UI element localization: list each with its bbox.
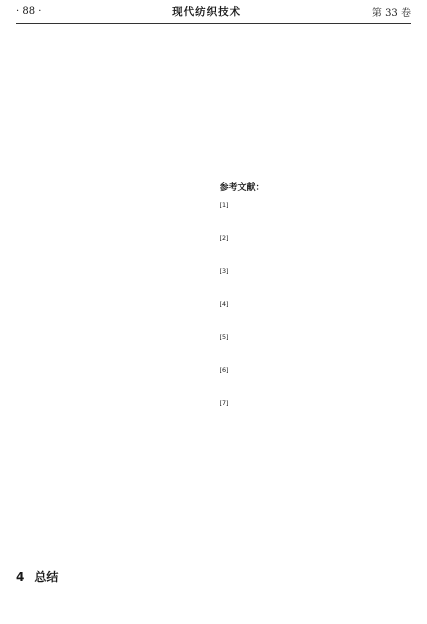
body-columns	[16, 30, 411, 618]
references-heading: 参考文献：	[219, 183, 265, 193]
paragraph	[220, 79, 412, 122]
section-title: 总结	[34, 570, 59, 584]
reference-item	[220, 233, 412, 263]
cropped-text-line	[16, 589, 208, 603]
reference-list	[220, 200, 412, 428]
running-head	[16, 0, 411, 24]
reference-number: [6]	[219, 366, 229, 375]
volume-label: 第 33 卷	[371, 8, 411, 19]
reference-text	[233, 332, 411, 362]
reference-text	[233, 299, 411, 329]
reference-item	[220, 365, 412, 395]
reference-number: [2]	[219, 234, 229, 243]
reference-text	[233, 233, 411, 263]
section-heading	[16, 569, 208, 585]
list-item	[16, 489, 208, 561]
reference-number: [4]	[219, 300, 229, 309]
journal-title: 现代纺织技术	[172, 6, 242, 18]
reference-text	[233, 365, 411, 395]
reference-text	[233, 266, 411, 296]
reference-item	[220, 200, 412, 230]
list-item	[16, 284, 208, 356]
left-column	[16, 30, 208, 618]
reference-number: [5]	[219, 333, 229, 342]
reference-item	[220, 332, 412, 362]
reference-text	[233, 200, 411, 230]
reference-item	[220, 398, 412, 428]
reference-number: [7]	[219, 399, 229, 408]
reference-text	[233, 398, 411, 428]
paragraph	[16, 30, 208, 73]
list-item	[16, 206, 208, 278]
reference-item	[220, 299, 412, 329]
section-number: 4	[16, 570, 25, 584]
paragraph	[16, 79, 208, 122]
page-number: · 88 ·	[16, 6, 42, 17]
list-item	[16, 128, 208, 200]
list-item	[16, 411, 208, 483]
paragraph	[220, 128, 412, 171]
right-column	[220, 30, 412, 618]
reference-number: [3]	[219, 267, 229, 276]
reference-item	[220, 266, 412, 296]
reference-number: [1]	[219, 201, 229, 210]
paragraph	[220, 30, 412, 73]
paragraph	[16, 362, 208, 405]
